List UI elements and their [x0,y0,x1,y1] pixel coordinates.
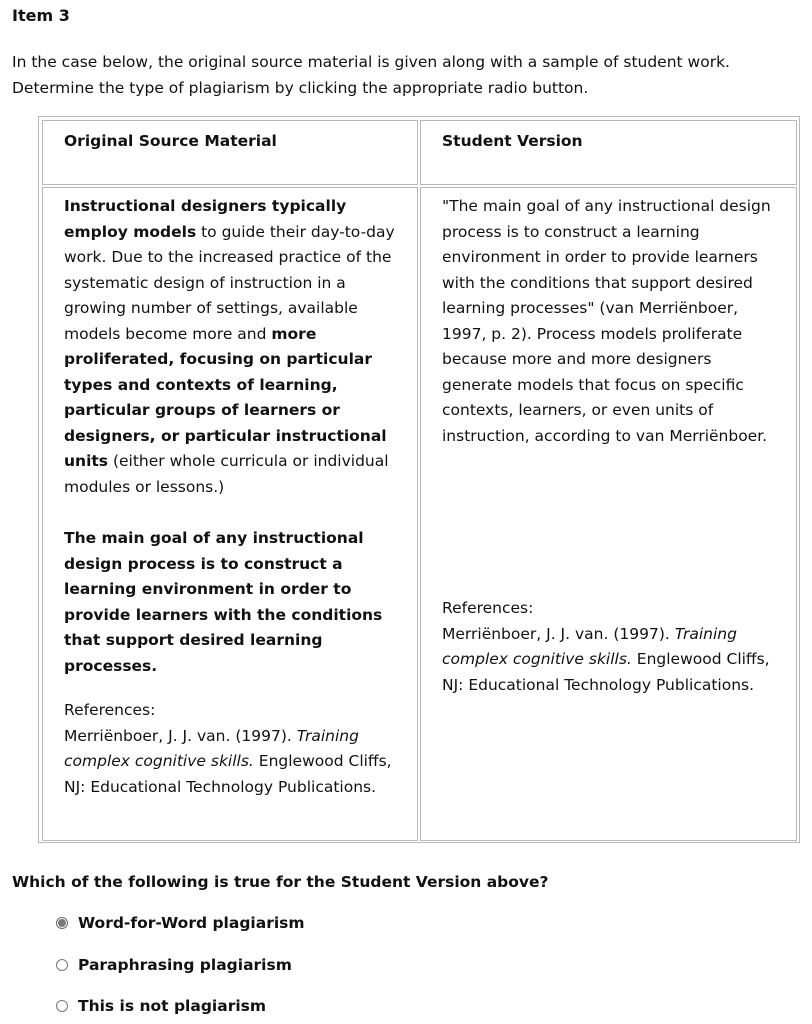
original-plain-b: (either whole curricula or individual modules or lessons.) [64,452,389,496]
student-paragraph-1: "The main goal of any instructional design process is to construct a learning environment in order to provide learners with the conditions that support desired learning processes" (van Merriënboer, 1997, p. 2). Process models proliferate because more and more designers generate models that focus on specific contexts, learners, or even units of instruction, according to van Merriënboer. [442,197,771,445]
option-word-for-word[interactable] [56,911,305,935]
student-ref-publisher: Englewood Cliffs, NJ: Educational Technology Publications. [442,650,770,694]
radio-paraphrasing[interactable] [56,959,68,971]
instructions-line-1: In the case below, the original source material is given along with a sample of student work. [12,53,730,71]
header-student-cell [420,120,797,185]
option-not-plagiarism[interactable] [56,994,266,1018]
original-ref-title: Training complex cognitive skills. [64,726,359,770]
original-bold-quote: The main goal of any instructional design process is to construct a learning environment in order to provide learners with the conditions that support desired learning processes. [64,529,383,675]
student-references-label: References: [442,599,534,617]
original-bold-a: Instructional designers typically employ models [64,197,347,241]
original-paragraph-1 [64,194,404,500]
option-paraphrasing[interactable] [56,953,292,977]
student-ref-title: Training complex cognitive skills. [442,624,737,668]
radio-word-for-word[interactable] [56,917,68,929]
option-label-not-plagiarism[interactable]: This is not plagiarism [78,997,267,1015]
instructions-line-2: Determine the type of plagiarism by clicking the appropriate radio button. [12,78,589,97]
comparison-table [38,116,800,843]
original-ref-publisher: Englewood Cliffs, NJ: Educational Technology Publications. [64,752,392,796]
original-source-cell [42,187,418,841]
instructions [12,50,802,101]
option-label-word-for-word[interactable]: Word-for-Word plagiarism [78,914,305,932]
item-title: Item 3 [12,6,70,25]
original-bold-b: more proliferated, focusing on particular types and contexts of learning, particular groups of learners or designers, or particular instructional units [64,324,387,470]
original-plain-a: to guide their day-to-day work. Due to the increased practice of the systematic design of instruction in a growing number of settings, available models become more and [64,222,395,343]
question-text: Which of the following is true for the Student Version above? [12,873,549,891]
student-ref-author: Merriënboer, J. J. van. (1997). [442,624,675,643]
student-version-cell [420,187,797,841]
radio-not-plagiarism[interactable] [56,1000,68,1012]
original-references [64,698,404,800]
header-original: Original Source Material [64,132,277,150]
original-references-label: References: [64,701,156,719]
option-label-paraphrasing[interactable]: Paraphrasing plagiarism [78,956,292,974]
header-student: Student Version [442,132,583,150]
original-paragraph-2 [64,526,404,679]
header-original-cell [42,120,418,185]
student-references [442,596,782,698]
original-ref-author: Merriënboer, J. J. van. (1997). [64,726,297,745]
